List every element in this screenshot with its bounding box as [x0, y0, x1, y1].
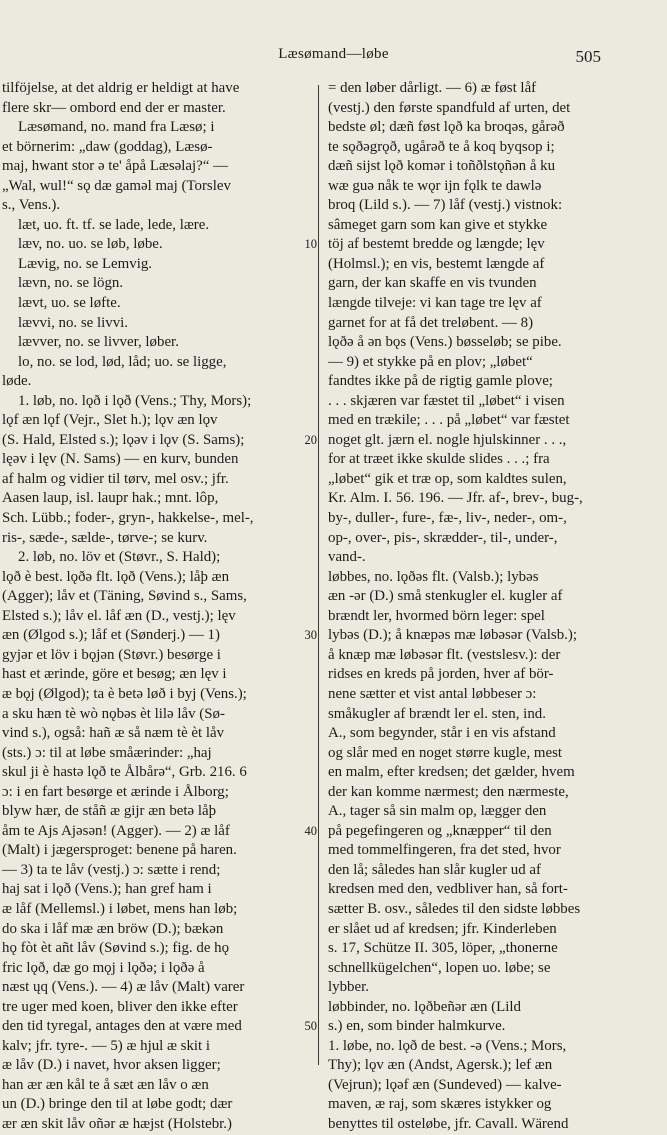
text-line: lǫð è best. lǫðə flt. lǫð (Vens.); låþ æn [2, 568, 230, 585]
text-line: sâmeget garn som kan give et stykke [328, 216, 548, 233]
text-line: = den løber dårligt. — 6) æ føst låf [328, 80, 537, 96]
line-number: 30 [304, 628, 317, 642]
text-line: (Vejrun); lǫəf æn (Sundeved) — kalve- [328, 1076, 562, 1093]
text-line: et börnerim: „daw (goddag), Læsø- [2, 138, 213, 155]
text-line: med en trækile; . . . på „løbet“ var fæstet [328, 412, 570, 429]
text-line: (S. Hald, Elsted s.); lǫəv i lǫv (S. Sams); [2, 431, 245, 448]
text-line: garn, der kan skaffe en vis tvunden [328, 275, 537, 292]
text-line: æ bǫj (Ølgod); ta è betə løð i byj (Vens.); [2, 685, 247, 702]
text-line: fandtes ikke på de rigtig gamle plove; [328, 373, 553, 390]
text-line: af halm og vidier til tørv, mel osv.; jfr. [2, 470, 229, 487]
text-line: æn (Ølgod s.); låf et (Sønderj.) — 1) [2, 627, 220, 644]
text-line: fric lǫð, dæ go mǫj i lǫðə; i lǫðə å [2, 959, 205, 976]
text-line: — 9) et stykke på en plov; „løbet“ [328, 353, 533, 370]
text-line: lævt, uo. se løfte. [18, 295, 121, 312]
text-line: den lå; således han slår kugler ud af [328, 861, 541, 878]
text-line: er slået ud af kredsen; jfr. Kinderleben [328, 920, 557, 937]
right-column [324, 79, 627, 1135]
text-line: læt, uo. ft. tf. se lade, lede, lære. [18, 216, 210, 233]
text-line: og slår med en noget større kugle, mest [328, 744, 563, 761]
text-line: løde. [2, 373, 32, 390]
text-line: gyjər et löv i bǫjən (Støvr.) besørge i [2, 646, 221, 663]
text-line: garnet for at få det treløbent. — 8) [328, 314, 534, 331]
line-number: 10 [304, 237, 317, 251]
text-line: løbbes, no. lǫðəs flt. (Valsb.); lybəs [328, 568, 539, 585]
text-line: benyttes til osteløbe, jfr. Cavall. Wärend [328, 1115, 569, 1132]
text-line: s.) en, som binder halmkurve. [328, 1018, 506, 1035]
text-line: (Agger); låv et (Täning, Søvind s., Sams, [2, 588, 247, 605]
text-line: 1. løbe, no. lǫð de best. -ə (Vens.; Mors, [328, 1037, 567, 1054]
text-line: (Malt) i jægersproget: benene på haren. [2, 842, 237, 859]
text-line: Lævig, no. se Lemvig. [18, 255, 153, 272]
text-line: Thy); lǫv æn (Andst, Agersk.); lef æn [328, 1057, 553, 1074]
page-number: 505 [575, 47, 601, 66]
text-line: lævn, no. se lögn. [18, 275, 124, 292]
text-line: lybəs (D.); å knæpəs mæ løbəsər (Valsb.); [328, 627, 577, 644]
text-line: næst ųq (Vens.). — 4) æ låv (Malt) varer [2, 979, 245, 996]
text-line: bedste øl; dæñ føst lǫð ka broqəs, gårəð [328, 119, 565, 136]
text-line: maj, hwant stor ə te' åpå Læsəlaj?“ — [2, 158, 228, 175]
text-line: for at træet ikke skulde slides . . .; fra [328, 451, 550, 468]
text-line: un (D.) bringe den til at løbe godt; dær [2, 1096, 233, 1113]
text-line: 1. løb, no. lǫð i lǫð (Vens.; Thy, Mors); [18, 392, 252, 409]
text-line: schnellkügelchen“, lopen uo. løbe; se [328, 959, 551, 976]
text-line: Elsted s.); låv el. låf æn (D., vestj.); lęv [2, 607, 236, 624]
text-line: a sku hæn tè wò nǫbəs èt lilə låv (Sø- [2, 705, 225, 722]
text-line: broq (Lild s.). — 7) låf (vestj.) vistnok: [328, 197, 563, 214]
text-line: ris-, sæde-, sælde-, tørve-; se kurv. [2, 529, 208, 546]
text-line: by-, duller-, fure-, fæ-, liv-, neder-, om-, [328, 510, 567, 527]
text-line: blyw hær, de ståñ æ gijr æn betə låþ [2, 803, 217, 820]
page-header [0, 46, 667, 70]
text-line: op-, over-, pis-, skrædder-, til-, under-, [328, 529, 558, 546]
text-line: småkugler af brændt ler el. sten, ind. [328, 705, 546, 722]
text-line: „løbet“ gik et træ op, som kaldtes sulen, [328, 470, 567, 487]
text-line: s. 17, Schütze II. 305, löper, „thonerne [328, 940, 558, 957]
text-line: noget glt. jærn el. nogle hjulskinner . . ., [328, 431, 567, 448]
running-title: Læsømand—løbe [278, 46, 389, 62]
text-line: lęəv i lęv (N. Sams) — en kurv, bunden [2, 451, 239, 468]
text-line: der kan komme nærmest; den nærmeste, [328, 783, 569, 800]
text-line: tre uger med koen, bliver den ikke efter [2, 998, 238, 1015]
text-line: hast et ærinde, göre et besøg; æn lęv i [2, 666, 227, 683]
text-line: vand-. [328, 549, 366, 566]
line-number: 40 [304, 824, 317, 838]
text-line: maven, æ raj, som skæres istykker og [328, 1096, 552, 1113]
text-line: A., som begynder, står i en vis afstand [328, 725, 556, 742]
text-line: — 3) ta te låv (vestj.) ɔ: sætte i rend; [2, 861, 221, 878]
text-line: med tommelfingeren, fra det sted, hvor [328, 842, 561, 859]
text-line: læv, no. uo. se løb, løbe. [18, 236, 163, 253]
text-line: do ska i låf mæ æn bröw (D.); bækən [2, 920, 224, 937]
text-line: han ær æn kål te å sæt æn låv o æn [2, 1076, 209, 1093]
text-line: flere skr— ombord end der er master. [2, 99, 226, 116]
text-line: Kr. Alm. I. 56. 196. — Jfr. af-, brev-, bug-, [328, 490, 583, 507]
text-line: ridses en kreds på jorden, hver af bör- [328, 666, 554, 683]
text-line: æn -ər (D.) små stenkugler el. kugler af [328, 588, 563, 605]
text-line: . . . skjæren var fæstet til „løbet“ i visen [328, 392, 565, 409]
text-line: åm te Ajs Ajəsən! (Agger). — 2) æ låf [2, 822, 230, 839]
text-line: s., Vens.). [2, 197, 61, 214]
column-divider [318, 85, 319, 1065]
text-line: lævvi, no. se livvi. [18, 314, 129, 331]
text-line: kalv; jfr. tyre-. — 5) æ hjul æ skit i [2, 1037, 211, 1054]
text-line: lævver, no. se livver, løber. [18, 334, 179, 351]
text-line: løbbinder, no. lǫðbeñər æn (Lild [328, 998, 521, 1015]
text-line: (Holmsl.); en vis, bestemt længde af [328, 255, 545, 272]
text-line: lǫf æn lǫf (Vejr., Slet h.); lǫv æn lǫv [2, 412, 218, 429]
line-number: 20 [304, 433, 317, 447]
text-line: længde tilveje: vi kan tage tre lęv af [328, 295, 542, 312]
text-line: 2. løb, no. löv et (Støvr., S. Hald); [18, 549, 221, 566]
left-column [0, 79, 300, 1135]
text-line: sætter B. osv., således til den sidste løbbes [328, 900, 581, 917]
text-line: A., tager så sin malm op, lægger den [328, 803, 547, 820]
text-line: en malm, efter kredsen; det gælder, hvem [328, 764, 575, 781]
line-number: 50 [304, 1019, 317, 1033]
text-line: vind s.), også: hañ æ så næm tè èt låv [2, 725, 225, 742]
text-line: skul ji è hastə lǫð te Ålbårə“, Grb. 216. 6 [2, 764, 247, 781]
text-line: töj af bestemt bredde og længde; lęv [328, 236, 545, 253]
text-line: haj sat i lǫð (Vens.); han gref ham i [2, 881, 212, 898]
text-line: „Wal, wul!“ sǫ dæ gaməl maj (Torslev [2, 177, 231, 194]
text-line: (sts.) ɔ: til at løbe småærinder: „haj [2, 744, 212, 761]
text-line: dæñ sijst lǫð komər i toñðlstǫñən å ku [328, 158, 556, 175]
text-line: lo, no. se lod, lød, låd; uo. se ligge, [18, 353, 227, 370]
text-line: æ låf (Mellemsl.) i løbet, mens han løb; [2, 900, 238, 917]
text-line: Sch. Lübb.; foder-, gryn-, hakkelse-, mel-, [2, 510, 254, 527]
text-line: wæ guə nåk te wǫr ijn fǫlk te dawlə [328, 177, 542, 194]
text-line: ær æn skit låv oñər æ hæjst (Holstebr.) [2, 1115, 232, 1132]
text-line: på pegefingeren og „knæpper“ til den [328, 822, 552, 839]
text-line: kredsen med den, vedbliver han, så fort- [328, 881, 568, 898]
text-line: lǫðə å ən bǫs (Vens.) bøsseløb; se pibe. [328, 334, 562, 351]
text-line: te sǫðəgrǫð, ugårəð te å koq byqsop i; [328, 138, 555, 155]
text-line: lybber. [328, 979, 369, 996]
text-line: (vestj.) den første spandfuld af urten, det [328, 99, 571, 116]
text-line: æ låv (D.) i navet, hvor aksen ligger; [2, 1057, 221, 1074]
text-line: nene sætter et vist antal løbbeser ɔ: [328, 685, 537, 702]
text-line: ɔ: i en fart besørge et ærinde i Ålborg; [2, 783, 229, 800]
text-line: å knæp mæ løbəsər flt. (vestslesv.): der [328, 646, 561, 663]
text-line: Læsømand, no. mand fra Læsø; i [18, 119, 215, 136]
text-line: Aasen laup, isl. laupr hak.; mnt. lôp, [2, 490, 219, 507]
text-line: brændt ler, hvormed börn leger: spel [328, 607, 545, 624]
text-line: hǫ fòt èt añt låv (Søvind s.); fig. de hǫ [2, 940, 230, 957]
text-line: den tid tyregal, antages den at være med [2, 1018, 242, 1035]
text-line: tilföjelse, at det aldrig er heldigt at have [2, 80, 240, 96]
